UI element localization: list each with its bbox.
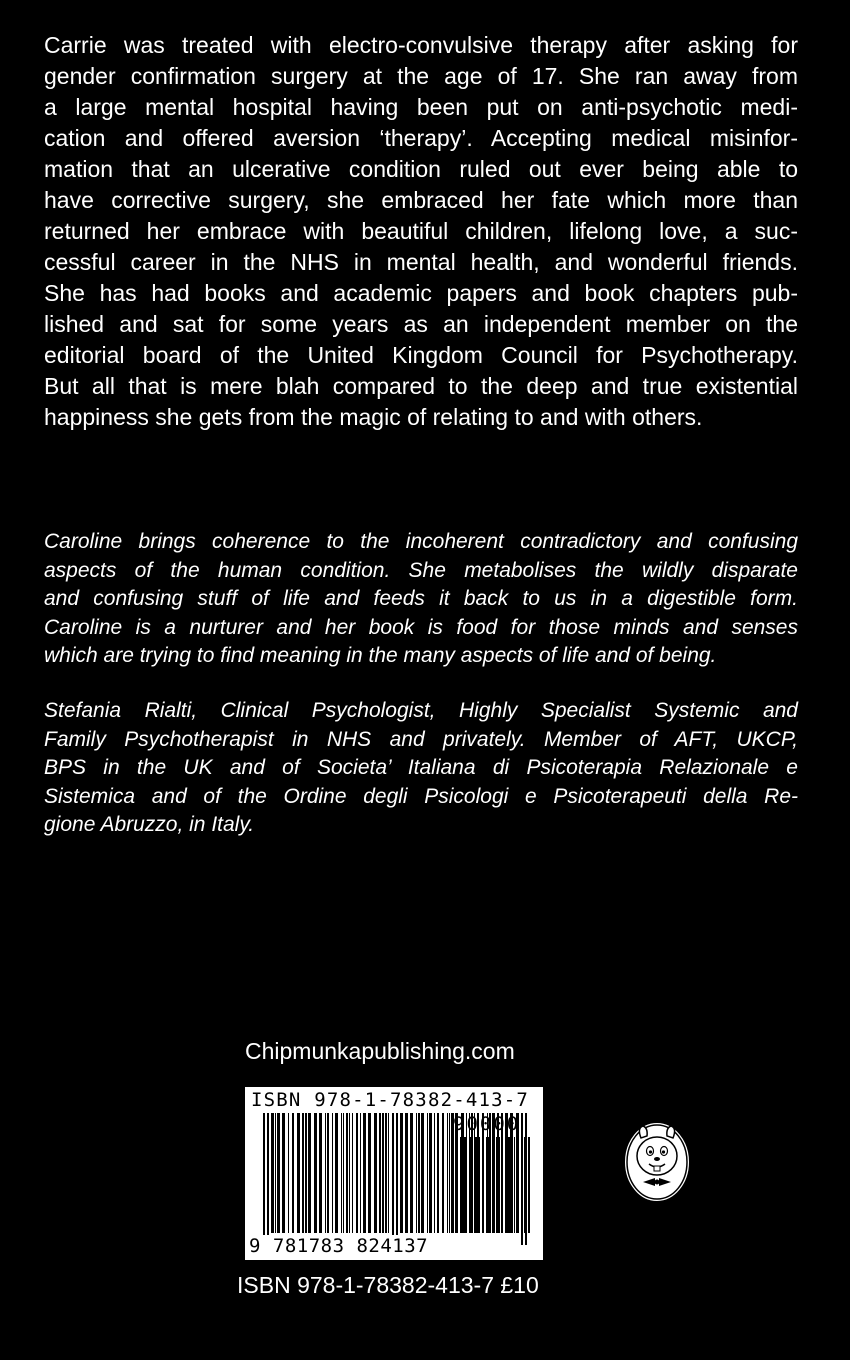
publisher-website: Chipmunkapublishing.com [245,1038,515,1064]
barcode-bar [442,1113,444,1233]
bio-line: have corrective surgery, she embraced her fate which more than [44,187,798,213]
barcode-bar [447,1113,448,1233]
barcode-bar [434,1113,435,1233]
barcode-bar [341,1113,342,1233]
barcode-bar [437,1113,439,1233]
barcode-bar [346,1113,348,1233]
barcode-bar [385,1113,387,1233]
barcode-bar [314,1113,317,1233]
quote-line: Caroline is a nurturer and her book is food for those minds and senses [44,615,798,639]
barcode-bar [292,1113,294,1233]
barcode-bar [379,1113,381,1233]
bio-line: mation that an ulcerative condition ruled out ever being able to [44,156,798,182]
barcode-bar [400,1113,403,1233]
barcode-bar [360,1113,361,1233]
quote-line: which are trying to find meaning in the many aspects of life and of being. [44,644,717,668]
bio-line: cation and offered aversion ‘therapy’. Accepting medical misinfor- [44,125,798,151]
barcode-bar [277,1113,280,1233]
barcode-bar [302,1113,304,1233]
barcode-price-code: 90000 [453,1113,521,1135]
bio-line: returned her embrace with beautiful children, lifelong love, a suc- [44,218,798,244]
barcode-ean-digits: 9 781783 824137 [249,1235,429,1257]
endorsement-quote [44,528,798,671]
barcode-bar [482,1137,484,1233]
barcode-bar [352,1113,353,1233]
bio-line: cessful career in the NHS in mental health, and wonderful friends. [44,249,798,275]
bio-line: Carrie was treated with electro-convulsive therapy after asking for [44,32,798,58]
barcode-isbn-label: ISBN 978-1-78382-413-7 [251,1089,530,1111]
barcode-bar [349,1113,350,1233]
attribution-line: Stefania Rialti, Clinical Psychologist, Highly Specialist Systemic and [44,699,798,722]
barcode-bar [392,1113,394,1245]
barcode-bar [356,1113,358,1233]
author-bio [44,30,798,433]
quote-line: Caroline brings coherence to the incoherent contradictory and confusing [44,530,798,553]
bio-line: gender confirmation surgery at the age of 17. She ran away from [44,63,798,89]
barcode-bar [516,1137,519,1233]
barcode-bar [521,1137,523,1233]
barcode-bar [410,1113,413,1233]
bio-line: a large mental hospital having been put on anti-psychotic medi- [44,94,798,120]
barcode-bar [462,1137,463,1233]
bio-line: happiness she gets from the magic of relating to and with others. [44,404,703,430]
barcode-bar [492,1137,494,1233]
barcode-bar [288,1113,289,1233]
endorsement-attribution [44,697,798,840]
barcode-bar [327,1113,329,1233]
barcode-bar [416,1113,417,1233]
barcode-bar [374,1113,377,1233]
barcode-bar [297,1113,300,1233]
barcode-bar [474,1137,477,1233]
barcode-bar [282,1113,285,1233]
barcode-bar [502,1137,503,1233]
barcode-bar [388,1113,389,1233]
barcode-bar [488,1137,491,1233]
bio-line: But all that is mere blah compared to the deep and true existential [44,373,798,399]
barcode-bar [418,1113,420,1233]
barcode-bar [405,1113,408,1233]
barcode-bar [368,1113,371,1233]
chipmunk-logo-icon [621,1118,693,1204]
bio-line: lished and sat for some years as an independent member on the [44,311,798,337]
barcode-bar [455,1137,458,1233]
barcode-bar [332,1113,333,1233]
barcode-bar [486,1137,487,1233]
barcode-bar [421,1113,424,1233]
attribution-line: gione Abruzzo, in Italy. [44,813,255,837]
barcode-bar [263,1113,265,1245]
barcode-bar [499,1137,500,1233]
barcode-bar [508,1137,510,1233]
isbn-price-label: ISBN 978-1-78382-413-7 £10 [237,1272,539,1298]
barcode-bar [429,1113,432,1233]
barcode-bar [469,1137,472,1233]
barcode-bar [343,1113,344,1233]
attribution-line: Sistemica and of the Ordine degli Psicologi e Psicoterapeuti della Re- [44,784,798,808]
barcode-bar [305,1113,307,1233]
barcode-bar [382,1113,384,1233]
quote-line: aspects of the human condition. She metabolises the wildly disparate [44,558,798,582]
barcode-bar [275,1113,276,1233]
barcode-bar [449,1113,450,1233]
barcode-bar [335,1113,338,1233]
bio-line: She has had books and academic papers and book chapters pub- [44,280,798,306]
barcode-bar [496,1137,498,1233]
barcode-bar [464,1137,467,1233]
bio-line: editorial board of the United Kingdom Council for Psychotherapy. [44,342,798,368]
barcode-bar [511,1137,512,1233]
barcode-bar [271,1113,274,1233]
barcode-bar [514,1137,515,1233]
attribution-line: BPS in the UK and of Societa’ Italiana di Psicoterapia Relazionale e [44,756,798,780]
barcode-bar [528,1137,530,1233]
isbn-barcode [245,1087,543,1260]
barcode-bar [363,1113,366,1233]
barcode-bar [319,1113,322,1233]
barcode-bar [325,1113,326,1233]
barcode-bar [460,1137,461,1233]
barcode-bar [505,1137,506,1233]
barcode-bar [267,1113,269,1245]
barcode-bar [396,1113,398,1245]
quote-line: and confusing stuff of life and feeds it back to us in a digestible form. [44,587,798,611]
barcode-bar [524,1137,527,1233]
attribution-line: Family Psychotherapist in NHS and privately. Member of AFT, UKCP, [44,727,798,751]
barcode-bar [427,1113,428,1233]
barcode-bar [478,1137,480,1233]
barcode-bar [308,1113,311,1233]
